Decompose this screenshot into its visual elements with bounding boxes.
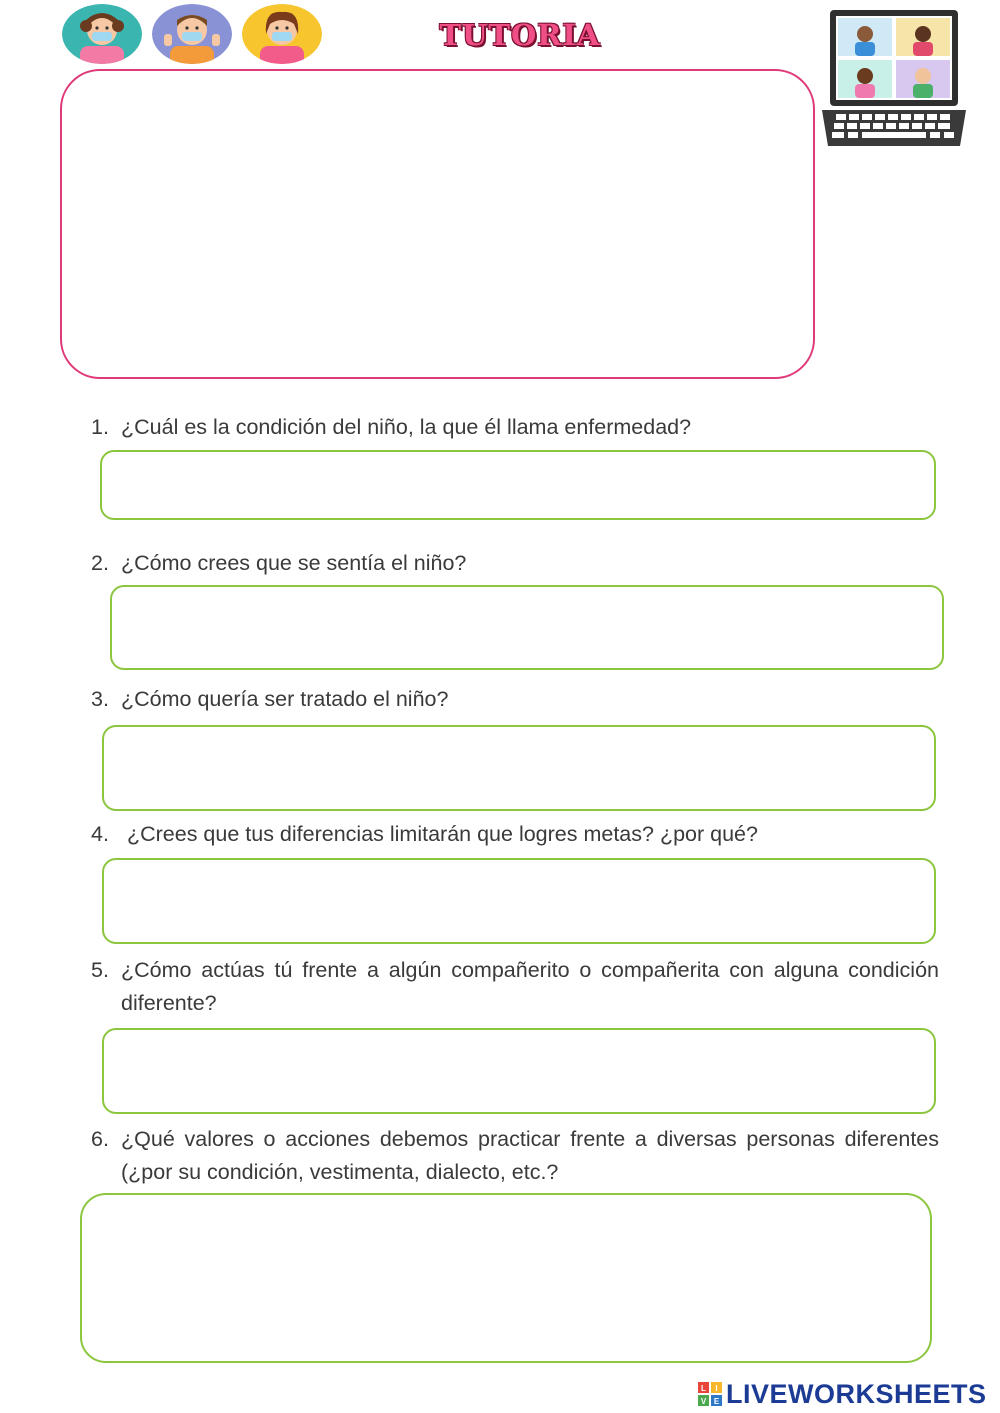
answer-box-3[interactable]	[102, 725, 936, 811]
svg-text:E: E	[713, 1397, 720, 1406]
page-title: TUTORIA	[439, 18, 601, 52]
svg-text:I: I	[715, 1384, 718, 1393]
child-avatar-girl-mask-icon	[62, 4, 142, 64]
question-number: 3.	[91, 687, 109, 711]
video-frame[interactable]	[60, 69, 815, 379]
answer-box-2[interactable]	[110, 585, 944, 670]
question-text: ¿Crees que tus diferencias limitarán que logres metas? ¿por qué?	[121, 822, 758, 846]
question-text: ¿Cuál es la condición del niño, la que él llama enfermedad?	[121, 415, 692, 439]
question-number: 6.	[91, 1127, 109, 1151]
question-number: 1.	[91, 415, 109, 439]
child-avatar-girl-thumbs-icon	[242, 4, 322, 64]
svg-text:L: L	[701, 1384, 706, 1393]
answer-box-4[interactable]	[102, 858, 936, 944]
question-text: ¿Qué valores o acciones debemos practicar frente a diversas personas diferentes (¿por su condición, vestimenta, dialecto, etc.?	[121, 1127, 939, 1184]
question-text: ¿Cómo crees que se sentía el niño?	[121, 551, 467, 575]
question-number: 4.	[91, 822, 109, 846]
liveworksheets-logo-icon	[698, 1382, 722, 1406]
answer-box-5[interactable]	[102, 1028, 936, 1114]
liveworksheets-logo	[698, 1378, 987, 1410]
question-3	[91, 683, 941, 716]
svg-text:V: V	[700, 1397, 707, 1406]
answer-box-1[interactable]	[100, 450, 936, 520]
child-avatar-boy-mask-icon	[152, 4, 232, 64]
question-number: 2.	[91, 551, 109, 575]
brand-name: LIVEWORKSHEETS	[726, 1378, 987, 1409]
laptop-video-call-icon	[820, 8, 970, 150]
question-text: ¿Cómo quería ser tratado el niño?	[121, 687, 449, 711]
question-2	[91, 547, 941, 580]
answer-box-6[interactable]	[80, 1193, 932, 1363]
question-4	[91, 818, 941, 851]
question-6	[91, 1123, 941, 1189]
question-number: 5.	[91, 958, 109, 982]
question-1	[91, 411, 941, 444]
question-text: ¿Cómo actúas tú frente a algún compañerito o compañerita con alguna condición diferente?	[121, 958, 939, 1015]
question-5	[91, 954, 941, 1020]
